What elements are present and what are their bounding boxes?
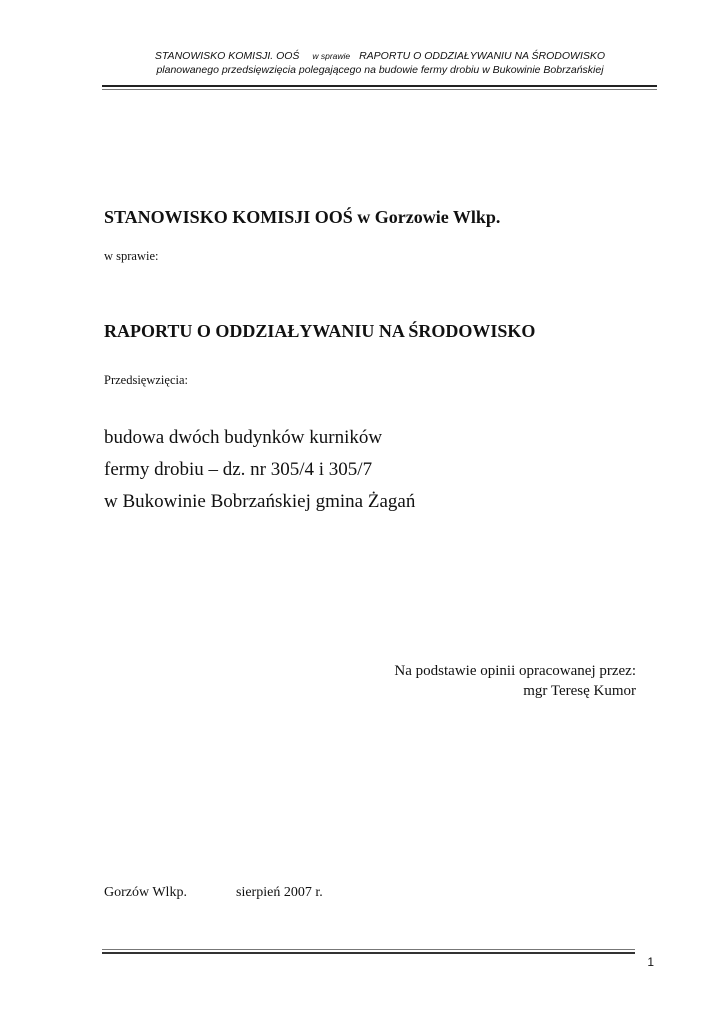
project-description [104,422,415,518]
header-connector: w sprawie [312,51,351,61]
basis-author: mgr Teresę Kumor [523,683,636,699]
project-line-1: budowa dwóch budynków kurników [104,427,383,448]
header-org: STANOWISKO KOMISJI. OOŚ [154,50,300,62]
running-header-line-2: planowanego przedsięwzięcia polegającego na budowie fermy drobiu w Bukowinie Bobrzańskiej [156,64,604,76]
basis-line-1: Na podstawie opinii opracowanej przez: [394,663,636,679]
regarding-label: w sprawie: [104,249,159,263]
document-title: STANOWISKO KOMISJI OOŚ w Gorzowie Wlkp. [104,207,501,227]
header-divider [102,85,657,87]
running-header-line-1 [100,49,660,63]
project-line-3: w Bukowinie Bobrzańskiej gmina Żagań [104,491,416,512]
opinion-basis [394,661,636,701]
report-title: RAPORTU O ODDZIAŁYWANIU NA ŚRODOWISKO [104,321,536,341]
page-number: 1 [647,955,654,969]
footer-divider [102,949,635,950]
footer-date: sierpień 2007 r. [236,885,323,900]
project-line-2: fermy drobiu – dz. nr 305/4 i 305/7 [104,459,373,480]
footer-place: Gorzów Wlkp. [104,885,187,900]
project-label: Przedsięwzięcia: [104,373,188,387]
header-topic: RAPORTU O ODDZIAŁYWANIU NA ŚRODOWISKO [359,50,606,62]
running-header [100,49,660,77]
